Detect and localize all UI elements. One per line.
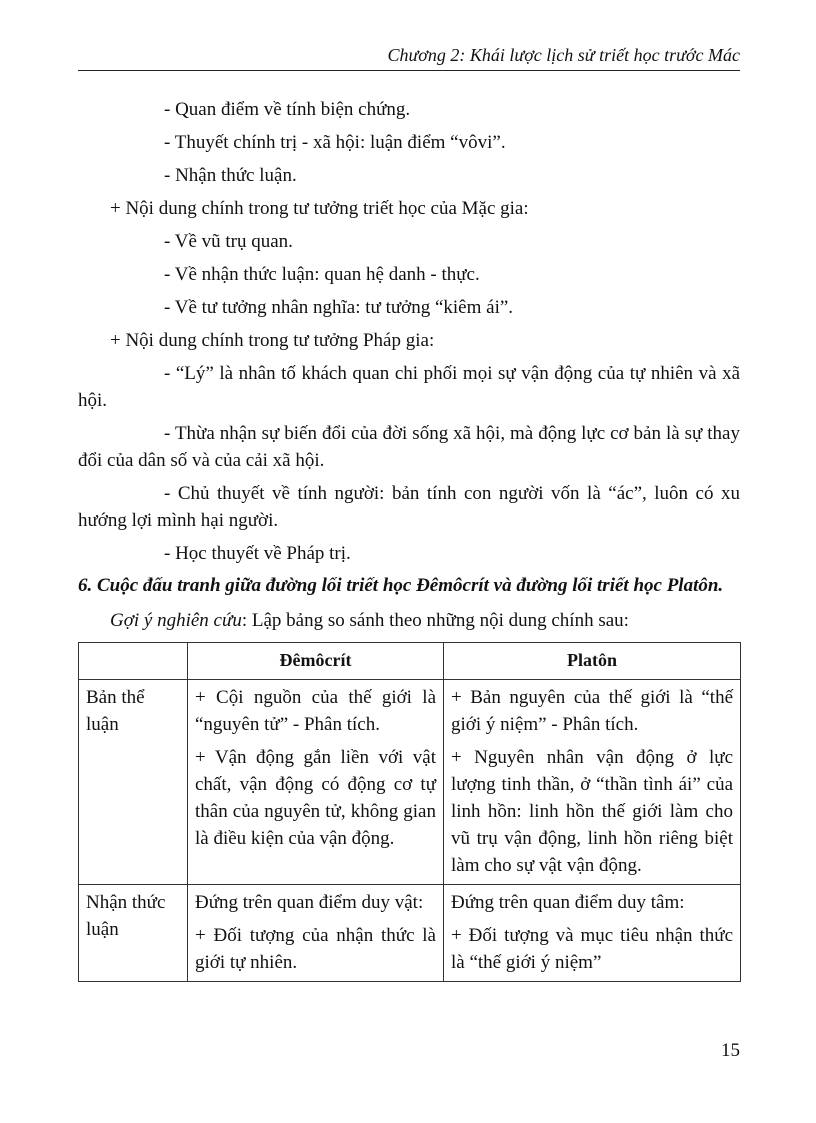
plato-cell <box>444 885 741 982</box>
list-item: - Về nhận thức luận: quan hệ danh - thực. <box>164 264 480 285</box>
hint-text: : Lập bảng so sánh theo những nội dung chính sau: <box>241 610 629 631</box>
list-item: - Về vũ trụ quan. <box>164 231 293 252</box>
table-row <box>79 885 741 982</box>
plato-cell <box>444 680 741 885</box>
list-item: - Học thuyết về Pháp trị. <box>164 543 351 564</box>
list-item: - “Lý” là nhân tố khách quan chi phối mọi sự vận động của tự nhiên và xã hội. <box>78 363 740 411</box>
table-row <box>79 680 741 885</box>
cell-text: Đứng trên quan điểm duy tâm: <box>451 892 685 913</box>
list-item: - Thuyết chính trị - xã hội: luận điểm “vôvi”. <box>164 132 506 153</box>
hint-label: Gợi ý nghiên cứu <box>110 610 242 631</box>
table-header-cell: Đêmôcrít <box>188 643 444 680</box>
democritus-cell <box>188 885 444 982</box>
table-header-cell <box>79 643 188 680</box>
democritus-cell <box>188 680 444 885</box>
study-hint <box>78 607 740 634</box>
header-rule <box>78 70 740 71</box>
cell-text: + Cội nguồn của thế giới là “nguyên tử” - Phân tích. <box>195 687 436 735</box>
cell-text: + Đối tượng của nhận thức là giới tự nhiên. <box>195 925 436 973</box>
comparison-table <box>78 642 741 982</box>
page-number: 15 <box>721 1040 740 1061</box>
page-body <box>78 96 740 982</box>
running-header: Chương 2: Khái lược lịch sử triết học trước Mác <box>387 45 740 65</box>
row-label: Nhận thức luận <box>79 885 188 982</box>
table-header-cell: Platôn <box>444 643 741 680</box>
cell-text: + Đối tượng và mục tiêu nhận thức là “thế giới ý niệm” <box>451 925 733 973</box>
cell-text: + Vận động gắn liền với vật chất, vận động có động cơ tự thân của nguyên tử, không gian là điều kiện của vận động. <box>195 747 436 849</box>
phap-gia-title: + Nội dung chính trong tư tưởng Pháp gia: <box>110 330 435 351</box>
table-header-row <box>79 643 741 680</box>
list-item: - Chủ thuyết về tính người: bản tính con người vốn là “ác”, luôn có xu hướng lợi mình hại người. <box>78 483 740 531</box>
row-label: Bản thể luận <box>79 680 188 885</box>
list-item: - Nhận thức luận. <box>164 165 297 186</box>
list-item: - Về tư tưởng nhân nghĩa: tư tưởng “kiêm ái”. <box>164 297 514 318</box>
list-item: - Thừa nhận sự biến đổi của đời sống xã hội, mà động lực cơ bản là sự thay đổi của dân số và của cải xã hội. <box>78 423 740 471</box>
list-item: - Quan điểm về tính biện chứng. <box>164 99 411 120</box>
mac-gia-title: + Nội dung chính trong tư tưởng triết học của Mặc gia: <box>110 198 529 219</box>
cell-text: + Nguyên nhân vận động ở lực lượng tinh thần, ở “thần tình ái” của linh hồn: linh hồn thế giới làm cho vũ trụ vận động, linh hồn riêng biệt làm cho sự vật vận động. <box>451 747 733 876</box>
cell-text: Đứng trên quan điểm duy vật: <box>195 892 424 913</box>
cell-text: + Bản nguyên của thế giới là “thế giới ý niệm” - Phân tích. <box>451 687 733 735</box>
section-heading: 6. Cuộc đấu tranh giữa đường lối triết học Đêmôcrít và đường lối triết học Platôn. <box>78 575 724 596</box>
